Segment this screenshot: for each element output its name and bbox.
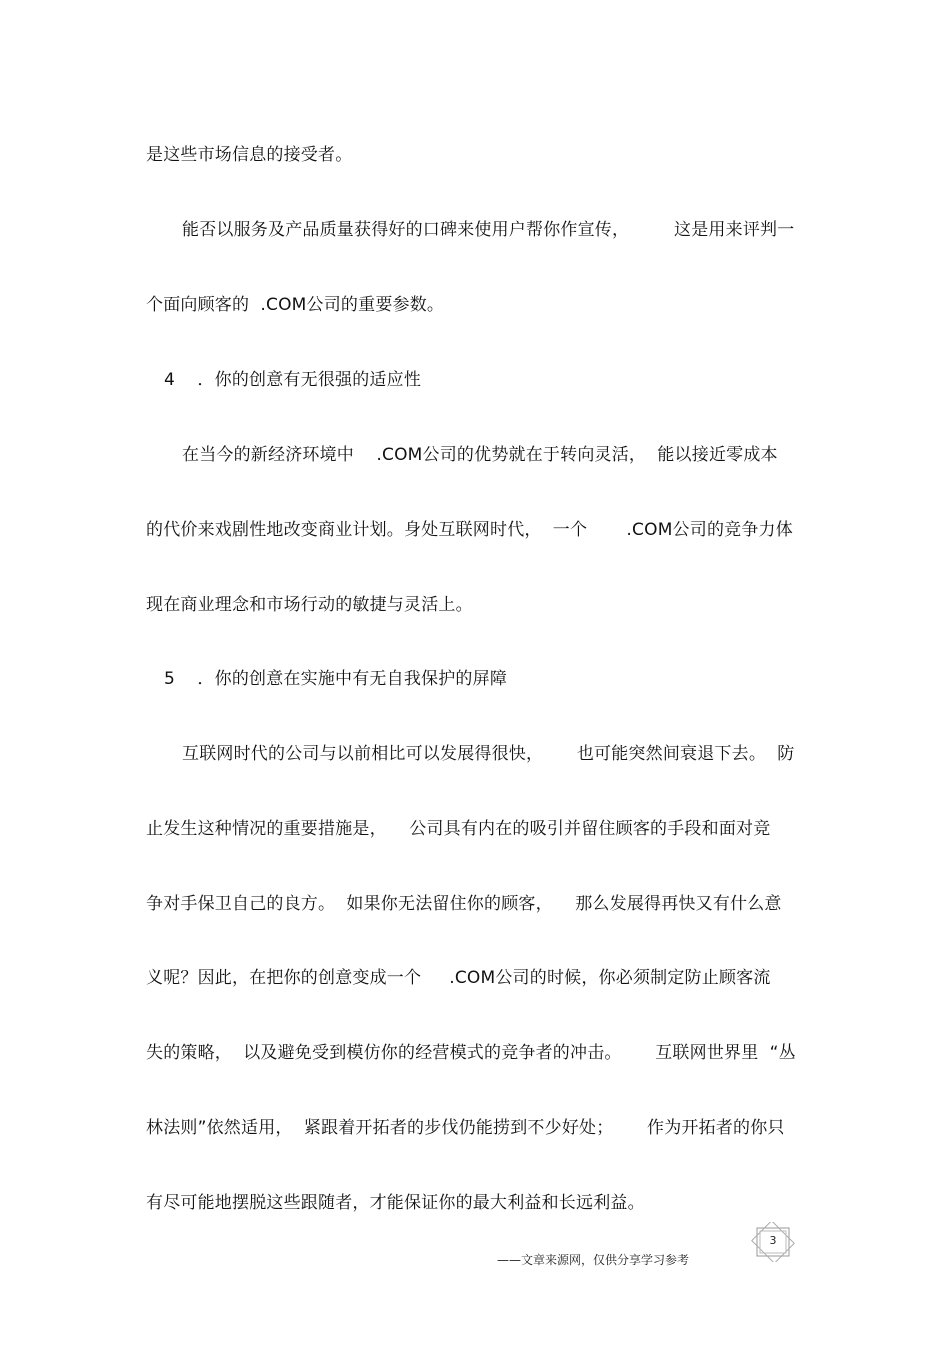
paragraph-line: 在当今的新经济环境中 .COM公司的优势就在于转向灵活， 能以接近零成本 bbox=[182, 445, 778, 465]
paragraph-line: 义呢？因此，在把你的创意变成一个 .COM公司的时候，你必须制定防止顾客流 bbox=[146, 968, 771, 988]
paragraph-line: 失的策略， 以及避免受到模仿你的经营模式的竞争者的冲击。 互联网世界里 “丛 bbox=[146, 1043, 796, 1063]
paragraph-line: 能否以服务及产品质量获得好的口碑来使用户帮你作宣传， 这是用来评判一 bbox=[182, 220, 795, 240]
footer-source-text: ——文章来源网，仅供分享学习参考 bbox=[497, 1253, 690, 1267]
paragraph-line: 个面向顾客的 .COM公司的重要参数。 bbox=[146, 295, 445, 315]
paragraph-line: 的代价来戏剧性地改变商业计划。身处互联网时代， 一个 .COM公司的竞争力体 bbox=[146, 520, 793, 540]
paragraph-line: 林法则”依然适用， 紧跟着开拓者的步伐仍能捞到不少好处； 作为开拓者的你只 bbox=[146, 1118, 785, 1138]
paragraph-line: 止发生这种情况的重要措施是， 公司具有内在的吸引并留住顾客的手段和面对竞 bbox=[146, 819, 771, 839]
page-number: 3 bbox=[769, 1234, 777, 1247]
section-heading-4: 4 ．你的创意有无很强的适应性 bbox=[164, 370, 422, 390]
paragraph-line: 现在商业理念和市场行动的敏捷与灵活上。 bbox=[146, 595, 473, 615]
paragraph-line: 互联网时代的公司与以前相比可以发展得很快， 也可能突然间衰退下去。 防 bbox=[182, 744, 795, 764]
page-number-badge bbox=[750, 1222, 796, 1262]
paragraph-line: 是这些市场信息的接受者。 bbox=[146, 145, 353, 165]
section-heading-5: 5 ．你的创意在实施中有无自我保护的屏障 bbox=[164, 669, 508, 689]
paragraph-line: 争对手保卫自己的良方。 如果你无法留住你的顾客， 那么发展得再快又有什么意 bbox=[146, 894, 782, 914]
paragraph-line: 有尽可能地摆脱这些跟随者，才能保证你的最大利益和长远利益。 bbox=[146, 1193, 645, 1213]
